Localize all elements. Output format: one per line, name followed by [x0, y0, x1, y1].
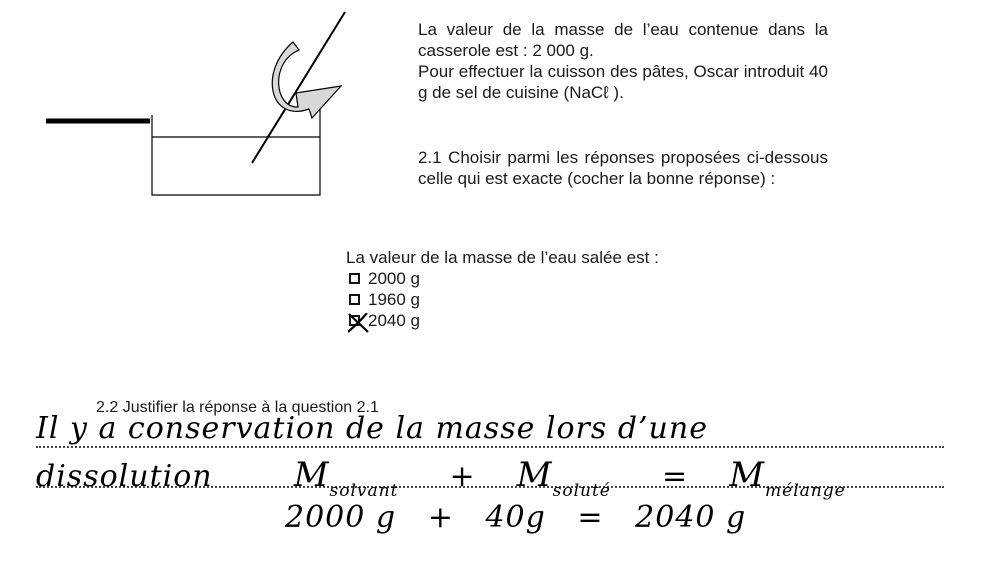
- mixture-subscript: mélange: [765, 481, 846, 501]
- intro-text: [418, 19, 828, 103]
- intro-line-1: La valeur de la masse de l’eau contenue dans la casserole est : 2 000 g.: [418, 20, 828, 60]
- question-2-2: 2.2 Justifier la réponse à la question 2.1: [96, 399, 379, 416]
- cross-mark-icon: [348, 313, 370, 333]
- m-mixture: M: [729, 455, 766, 495]
- answer-choices: [346, 247, 659, 331]
- handwritten-calculation: 2000 g + 40g = 2040 g: [285, 500, 747, 535]
- checkbox[interactable]: [349, 273, 360, 284]
- plus-sign: +: [449, 459, 476, 494]
- choice-2000[interactable]: [346, 268, 659, 289]
- checkbox[interactable]: [349, 294, 360, 305]
- solute-subscript: soluté: [552, 481, 611, 501]
- choice-label: 2040 g: [368, 311, 420, 330]
- question-2-1: 2.1 Choisir parmi les réponses proposées ci-dessous celle qui est exacte (cocher la bonne réponse) :: [418, 148, 828, 188]
- word-dissolution: dissolution: [36, 459, 213, 494]
- choice-1960[interactable]: [346, 289, 659, 310]
- choice-label: 1960 g: [368, 290, 420, 309]
- stirring-arrow-icon: [272, 42, 341, 118]
- handwritten-line-2: [36, 455, 846, 501]
- intro-line-2: Pour effectuer la cuisson des pâtes, Oscar introduit 40 g de sel de cuisine (NaCℓ ).: [418, 62, 828, 102]
- answer-line-1: [36, 446, 944, 448]
- equals-sign: =: [661, 459, 689, 494]
- solvent-subscript: solvant: [329, 481, 399, 501]
- choice-2040[interactable]: [346, 310, 659, 331]
- handwritten-line-1: Il y a conservation de la masse lors d’une: [36, 411, 708, 446]
- choices-prompt: La valeur de la masse de l’eau salée est :: [346, 248, 659, 267]
- saucepan-diagram: [0, 0, 360, 205]
- pan-body: [152, 105, 320, 195]
- choice-label: 2000 g: [368, 269, 420, 288]
- checkbox-checked[interactable]: [349, 315, 360, 326]
- m-solute: M: [516, 455, 553, 495]
- m-solvent: M: [293, 455, 330, 495]
